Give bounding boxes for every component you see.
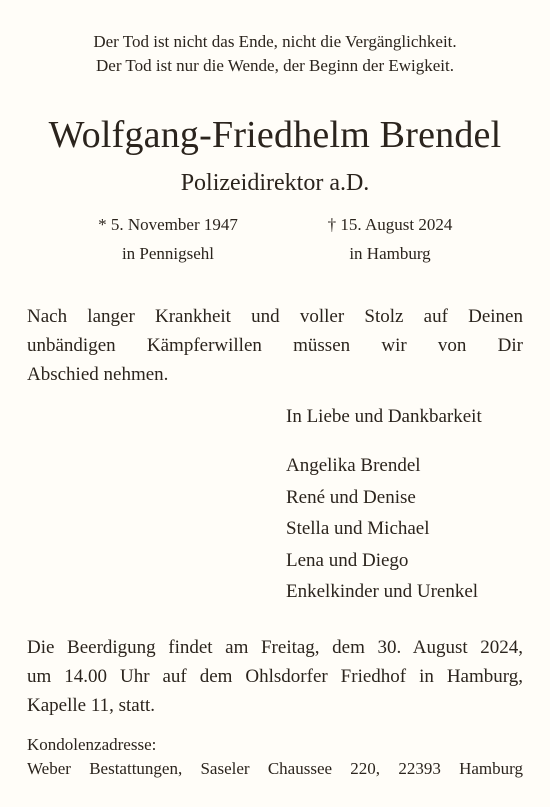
death-place: in Hamburg [349,244,431,263]
birth-info [68,210,268,268]
death-date: † 15. August 2024 [327,215,453,234]
mourner: Stella und Michael [286,518,430,539]
deceased-name: Wolfgang-Friedhelm Brendel [48,114,502,156]
funeral-line: Kapelle 11, statt. [27,695,156,716]
funeral-line: um 14.00 Uhr auf dem Ohlsdorfer Friedhof in Hamburg, [27,666,523,687]
birth-place: in Pennigsehl [121,244,215,263]
motto-line: Der Tod ist nicht das Ende, nicht die Vergänglichkeit. [93,32,457,51]
mourners-list [286,450,478,608]
death-info [290,210,490,268]
motto [0,30,550,78]
motto-line: Der Tod ist nur die Wende, der Beginn der Ewigkeit. [96,56,454,75]
mourner: René und Denise [286,486,416,508]
funeral-details [27,633,523,720]
mourner: Enkelkinder und Urenkel [286,581,479,602]
signoff: In Liebe und Dankbarkeit [286,406,482,427]
message-line: Nach langer Krankheit und voller Stolz auf Deinen [27,306,523,327]
mourner: Lena und Diego [286,549,409,571]
message-line: unbändigen Kämpferwillen müssen wir von Dir [27,335,523,356]
message-line: Abschied nehmen. [27,364,169,385]
birth-date: * 5. November 1947 [98,215,238,234]
farewell-message [27,302,523,389]
funeral-line: Die Beerdigung findet am Freitag, dem 30. August 2024, [27,637,523,658]
condolence-address-text: Weber Bestattungen, Saseler Chaussee 220, 22393 Hamburg [27,759,523,778]
mourner: Angelika Brendel [286,455,421,476]
deceased-title: Polizeidirektor a.D. [180,170,370,196]
condolence-address [27,733,527,781]
condolence-label: Kondolenzadresse: [27,735,157,754]
